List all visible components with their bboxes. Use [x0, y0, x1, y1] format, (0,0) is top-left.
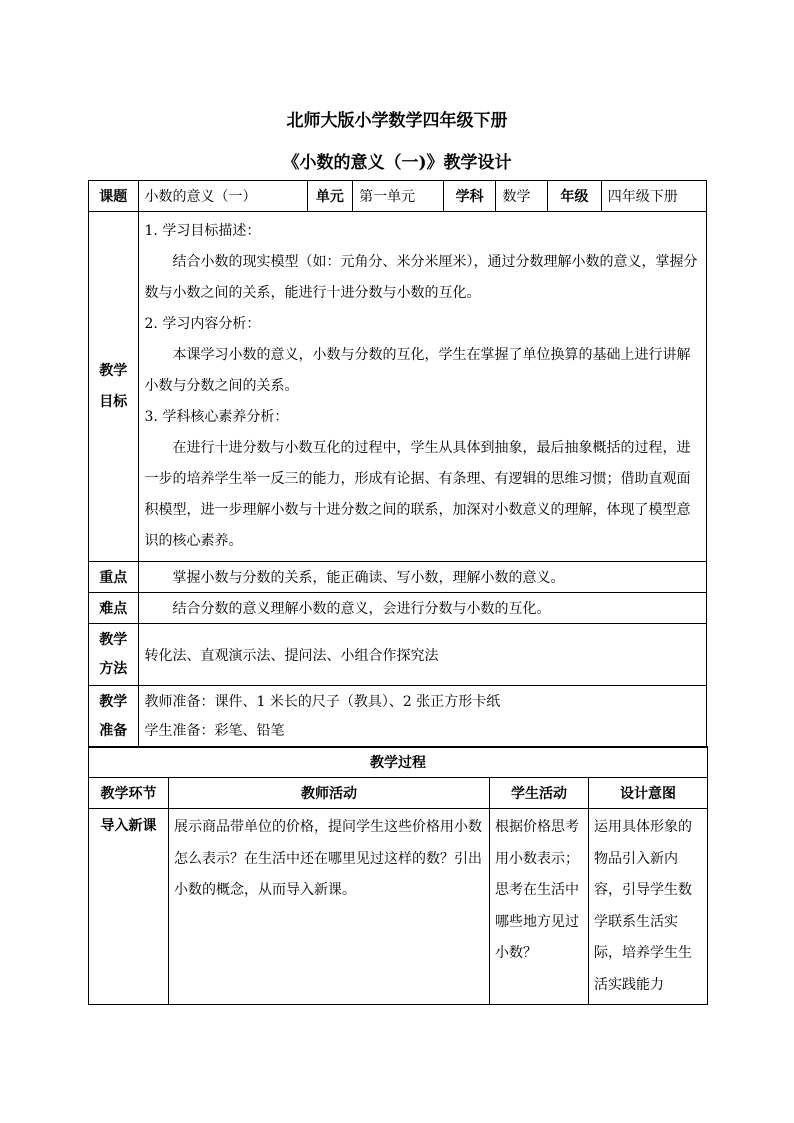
prep-student: 学生准备：彩笔、铅笔 [144, 722, 285, 739]
grade-label: 年级 [548, 181, 602, 212]
prep-label [89, 686, 139, 748]
goals-paragraph-2: 本课学习小数的意义，小数与分数的互化，学生在掌握了单位换算的基础上进行讲解小数与分数之间的关系。 [144, 347, 691, 394]
prep-label-line1: 教学 [99, 693, 128, 710]
table-row [89, 809, 708, 1005]
process-stage: 导入新课 [89, 809, 169, 1005]
unit-value: 第一单元 [353, 181, 444, 212]
unit-label: 单元 [307, 181, 352, 212]
topic-label: 课题 [89, 181, 139, 212]
lesson-info-table [88, 180, 707, 748]
prep-content [138, 686, 706, 748]
goals-heading-1: 1. 学习目标描述： [144, 223, 261, 239]
difficulty-text: 结合分数的意义理解小数的意义，会进行分数与小数的互化。 [138, 593, 706, 624]
subject-value: 数学 [496, 181, 548, 212]
prep-label-line2: 准备 [99, 722, 128, 739]
difficulty-label: 难点 [89, 593, 139, 624]
process-col-stage: 教学环节 [89, 778, 169, 809]
goals-content [138, 212, 706, 562]
process-student-activity: 根据价格思考用小数表示；思考在生活中哪些地方见过小数？ [490, 809, 589, 1005]
subject-label: 学科 [443, 181, 496, 212]
goals-paragraph-1: 结合小数的现实模型（如：元角分、米分米厘米），通过分数理解小数的意义，掌握分数与小数之间的关系，能进行十进分数与小数的互化。 [144, 254, 698, 301]
process-title: 教学过程 [89, 747, 708, 778]
goals-paragraph-3: 在进行十进分数与小数互化的过程中，学生从具体到抽象，最后抽象概括的过程，进一步的培养学生举一反三的能力，形成有论据、有条理、有逻辑的思维习惯；借助直观面积模型，进一步理解小数与十进分数之间的联系，加深对小数意义的理解，体现了模型意识的核心素养。 [144, 440, 691, 549]
document-subtitle: 《小数的意义（一)》教学设计 [282, 153, 512, 173]
prep-teacher: 教师准备：课件、1 米长的尺子（教具）、2 张正方形卡纸 [144, 693, 501, 710]
process-col-teacher: 教师活动 [169, 778, 490, 809]
goals-label [89, 212, 139, 562]
key-text: 掌握小数与分数的关系，能正确读、写小数，理解小数的意义。 [138, 562, 706, 593]
goals-heading-2: 2. 学习内容分析： [144, 316, 261, 332]
method-text: 转化法、直观演示法、提问法、小组合作探究法 [138, 624, 706, 686]
process-col-student: 学生活动 [490, 778, 589, 809]
grade-value: 四年级下册 [601, 181, 706, 212]
topic-value: 小数的意义（一） [138, 181, 307, 212]
method-label-line1: 教学 [99, 631, 128, 648]
method-label [89, 624, 139, 686]
process-col-intent: 设计意图 [589, 778, 708, 809]
process-design-intent: 运用具体形象的物品引入新内容，引导学生数学联系生活实际，培养学生生活实践能力 [589, 809, 708, 1005]
process-teacher-activity: 展示商品带单位的价格，提问学生这些价格用小数怎么表示？在生活中还在哪里见过这样的数？引出小数的概念，从而导入新课。 [169, 809, 490, 1005]
document-title: 北师大版小学数学四年级下册 [286, 111, 508, 131]
goals-label-line2: 目标 [99, 393, 128, 410]
process-table [88, 746, 708, 1005]
goals-heading-3: 3. 学科核心素养分析： [144, 409, 289, 425]
key-label: 重点 [89, 562, 139, 593]
goals-label-line1: 教学 [99, 362, 128, 379]
method-label-line2: 方法 [99, 660, 128, 677]
